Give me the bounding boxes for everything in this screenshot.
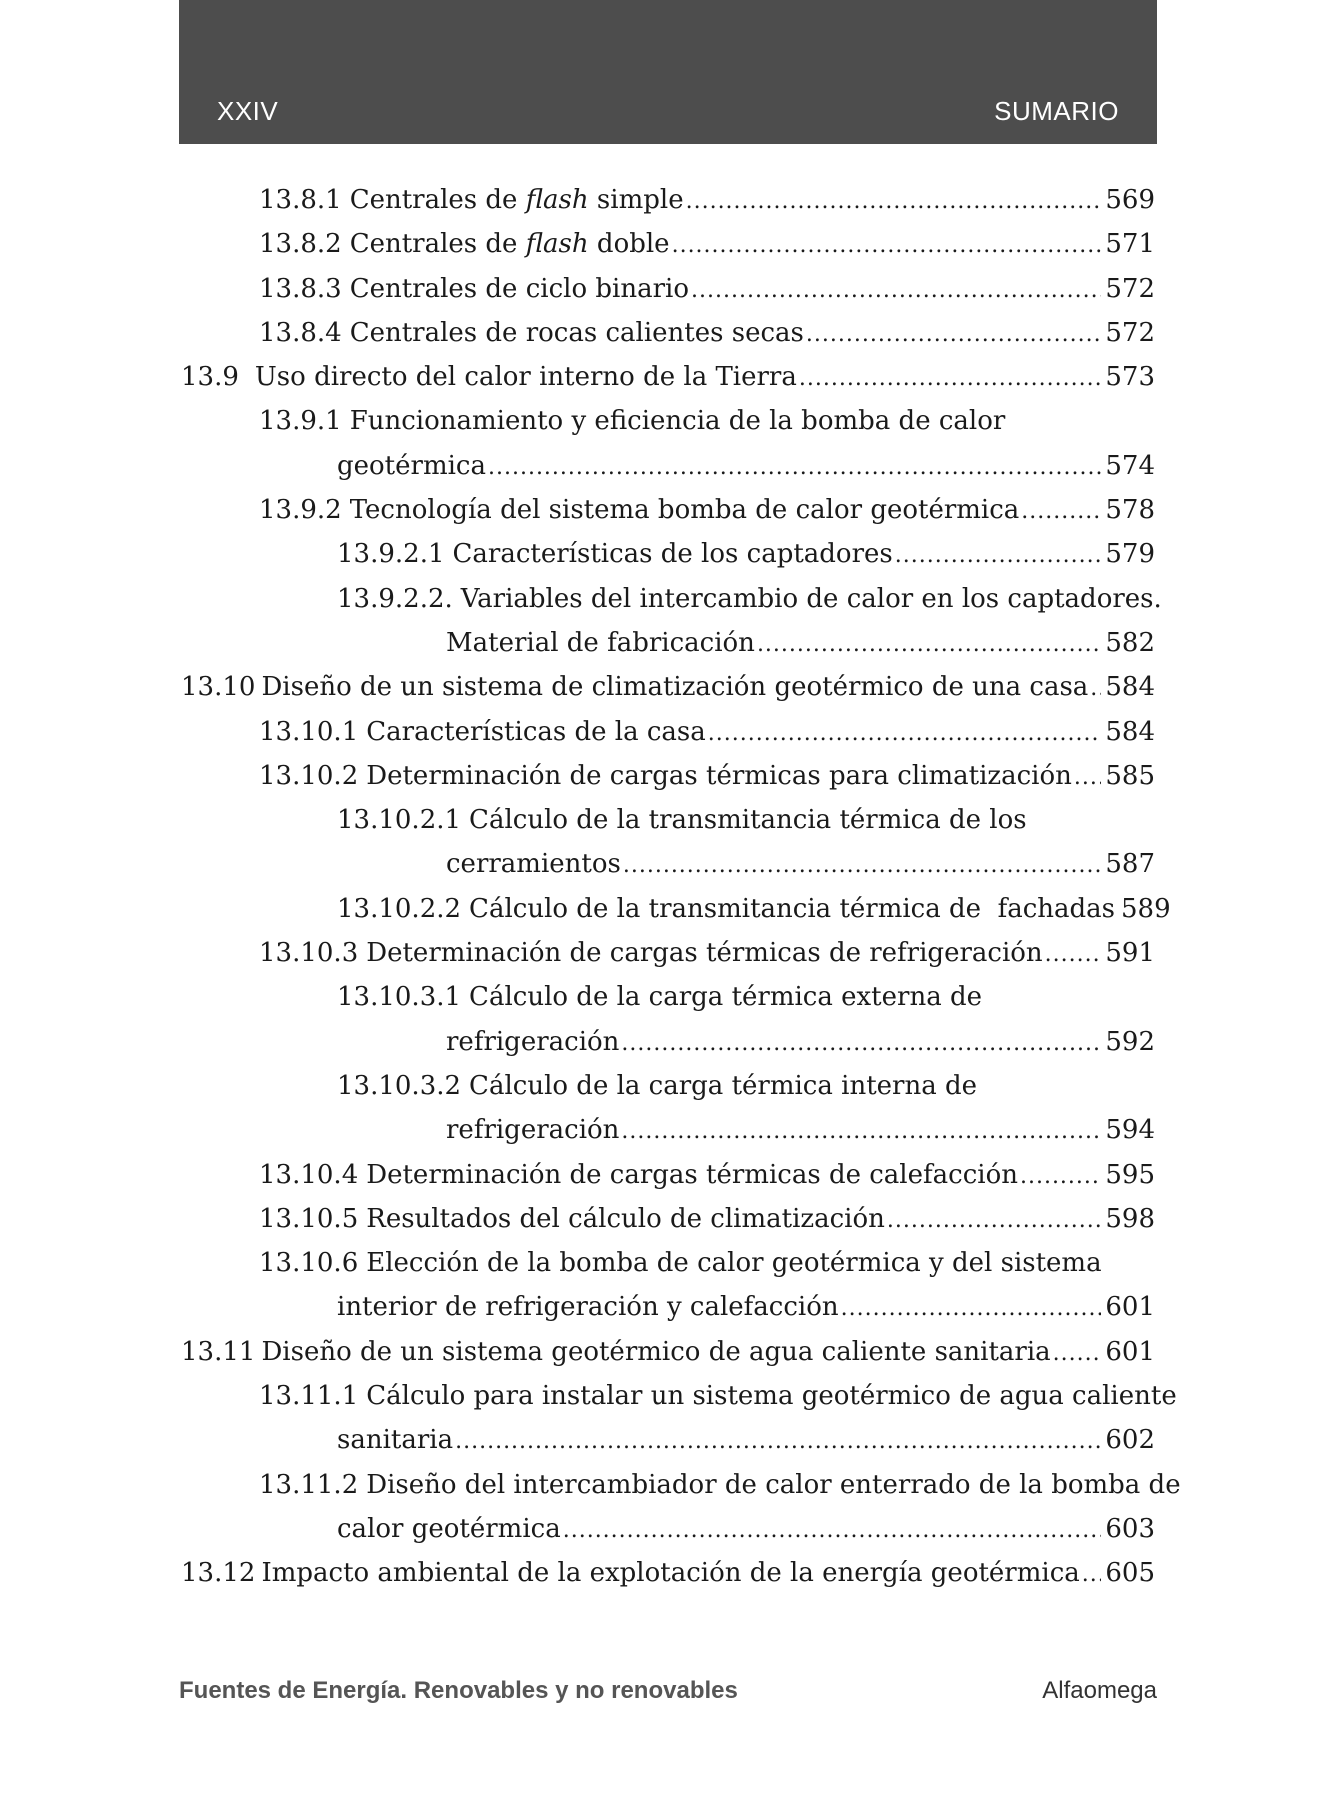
- dot-leader: [563, 1509, 1102, 1553]
- dot-leader: [686, 180, 1102, 224]
- toc-entry: 13.10.2 Determinación de cargas térmicas para climatización ..... 585: [181, 754, 1155, 798]
- toc-page: 605: [1105, 1558, 1155, 1589]
- dot-leader: [1020, 1155, 1101, 1199]
- toc-entry: 13.8.3 Centrales de ciclo binario ..... 572: [181, 267, 1155, 311]
- dot-leader: [1090, 667, 1101, 711]
- running-header: [179, 0, 1157, 144]
- toc-entry-continuation: calor geotérmica ..... 603: [181, 1507, 1155, 1551]
- toc-entry: 13.8.1 Centrales de flash simple ..... 569: [181, 178, 1155, 222]
- toc-page: 584: [1105, 716, 1155, 747]
- toc-entry-continuation: Material de fabricación ..... 582: [181, 621, 1155, 665]
- toc-entry: 13.10.2.1 Cálculo de la transmitancia térmica de los: [337, 805, 1027, 836]
- toc-page: 603: [1105, 1513, 1155, 1544]
- toc-entry: 13.10.1 Características de la casa ..... 584: [181, 710, 1155, 754]
- dot-leader: [455, 1420, 1101, 1464]
- toc-page: 591: [1105, 938, 1155, 969]
- toc-entry: 13.11.1 Cálculo para instalar un sistema geotérmico de agua caliente: [259, 1381, 1177, 1412]
- toc-entry: 13.10.6 Elección de la bomba de calor geotérmica y del sistema: [259, 1248, 1102, 1279]
- toc-page: 592: [1105, 1026, 1155, 1057]
- toc-entry: 13.10 Diseño de un sistema de climatización geotérmico de una casa ..... 584: [181, 665, 1155, 709]
- dot-leader: [1074, 756, 1101, 800]
- toc-entry: 13.9 Uso directo del calor interno de la Tierra ..... 573: [181, 355, 1155, 399]
- toc-page: 582: [1105, 627, 1155, 658]
- footer-book-title: Fuentes de Energía. Renovables y no renovables: [179, 1677, 738, 1704]
- toc-page: 602: [1105, 1425, 1155, 1456]
- toc-entry: 13.9.2 Tecnología del sistema bomba de calor geotérmica ..... 578: [181, 488, 1155, 532]
- toc-entry: 13.8.2 Centrales de flash doble ..... 571: [181, 222, 1155, 266]
- dot-leader: [623, 844, 1102, 888]
- dot-leader: [806, 313, 1101, 357]
- toc-page: 595: [1105, 1159, 1155, 1190]
- toc-entry: 13.10.5 Resultados del cálculo de climatización ..... 598: [181, 1197, 1155, 1241]
- toc-page: 572: [1105, 273, 1155, 304]
- toc-entry: 13.9.1 Funcionamiento y eficiencia de la bomba de calor: [259, 406, 1006, 437]
- dot-leader: [708, 712, 1102, 756]
- toc-entry-continuation: cerramientos ..... 587: [181, 842, 1155, 886]
- toc-entry: 13.9.2.2. Variables del intercambio de calor en los captadores.: [337, 583, 1162, 614]
- toc-page: 598: [1105, 1203, 1155, 1234]
- toc-page: 579: [1105, 539, 1155, 570]
- toc-entry-continuation: geotérmica ..... 574: [181, 444, 1155, 488]
- toc-entry: 13.9.2.1 Características de los captadores ..... 579: [181, 532, 1155, 576]
- dot-leader: [621, 1022, 1101, 1066]
- toc-entry: 13.12 Impacto ambiental de la explotación de la energía geotérmica ..... 605: [181, 1551, 1155, 1595]
- dot-leader: [672, 224, 1102, 268]
- toc-page: 601: [1105, 1292, 1155, 1323]
- dot-leader: [1021, 490, 1101, 534]
- section-title: SUMARIO: [994, 96, 1119, 126]
- toc-entry-continuation: refrigeración ..... 592: [181, 1020, 1155, 1064]
- toc-entry: 13.11 Diseño de un sistema geotérmico de agua caliente sanitaria ..... 601: [181, 1330, 1155, 1374]
- dot-leader: [799, 357, 1101, 401]
- dot-leader: [691, 269, 1101, 313]
- toc-page: 585: [1105, 760, 1155, 791]
- table-of-contents: [181, 178, 1181, 1596]
- toc-entry-continuation: interior de refrigeración y calefacción ..... 601: [181, 1285, 1155, 1329]
- dot-leader: [895, 534, 1102, 578]
- dot-leader: [757, 623, 1101, 667]
- toc-entry: 13.10.4 Determinación de cargas térmicas de calefacción ..... 595: [181, 1153, 1155, 1197]
- page-number: XXIV: [217, 96, 279, 126]
- toc-entry-continuation: refrigeración ..... 594: [181, 1108, 1155, 1152]
- toc-page: 574: [1105, 450, 1155, 481]
- dot-leader: [1082, 1553, 1102, 1597]
- toc-entry: 13.8.4 Centrales de rocas calientes secas ..... 572: [181, 311, 1155, 355]
- toc-entry: 13.10.3.1 Cálculo de la carga térmica externa de: [337, 982, 982, 1013]
- toc-page: 569: [1105, 185, 1155, 215]
- dot-leader: [1045, 933, 1102, 977]
- toc-page: 573: [1105, 362, 1155, 393]
- dot-leader: [488, 446, 1101, 490]
- toc-page: 578: [1105, 495, 1155, 526]
- toc-page: 572: [1105, 317, 1155, 348]
- dot-leader: [841, 1287, 1102, 1331]
- toc-entry: 13.10.2.2 Cálculo de la transmitancia térmica de fachadas 589: [181, 887, 1155, 931]
- toc-page: 589: [1120, 893, 1171, 924]
- toc-page: 571: [1105, 229, 1155, 260]
- toc-page: 587: [1105, 849, 1155, 880]
- dot-leader: [887, 1199, 1101, 1243]
- dot-leader: [1053, 1332, 1102, 1376]
- toc-entry: 13.11.2 Diseño del intercambiador de calor enterrado de la bomba de: [259, 1469, 1181, 1500]
- toc-entry: 13.10.3.2 Cálculo de la carga térmica interna de: [337, 1070, 977, 1101]
- dot-leader: [621, 1110, 1101, 1154]
- toc-page: 584: [1105, 672, 1155, 703]
- footer-publisher: Alfaomega: [1042, 1677, 1157, 1704]
- toc-entry: 13.10.3 Determinación de cargas térmicas de refrigeración ..... 591: [181, 931, 1155, 975]
- toc-page: 601: [1105, 1336, 1155, 1367]
- toc-page: 594: [1105, 1115, 1155, 1146]
- toc-entry-continuation: sanitaria ..... 602: [181, 1418, 1155, 1462]
